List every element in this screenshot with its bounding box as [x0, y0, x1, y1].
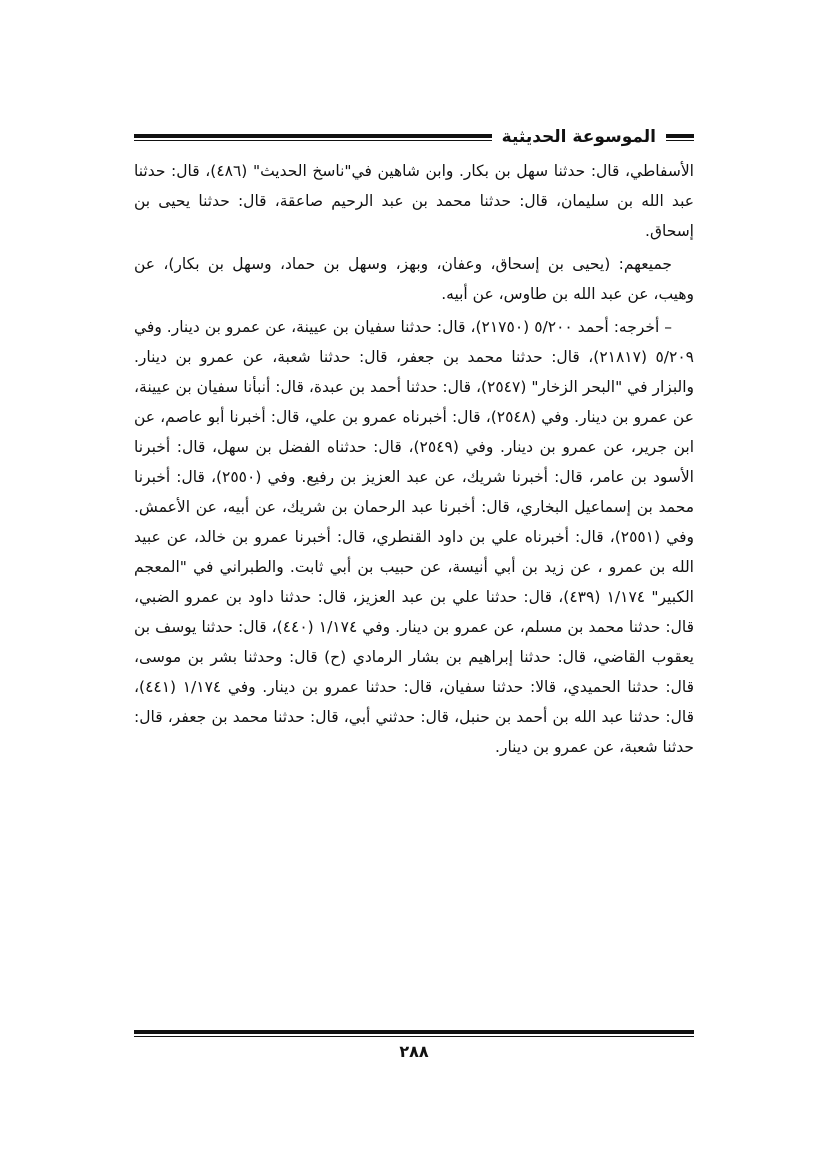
footer-rule	[134, 1030, 694, 1037]
paragraph-2: جميعهم: (يحيى بن إسحاق، وعفان، وبهز، وسهل بن حماد، وسهل بن بكار)، عن وهيب، عن عبد الله بن طاوس، عن أبيه.	[134, 255, 694, 303]
paragraph-3: – أخرجه: أحمد ٥/٢٠٠ (٢١٧٥٠)، قال: حدثنا سفيان بن عيينة، عن عمرو بن دينار. وفي ٥/٢٠٩ (٢١٨١٧)، قال: حدثنا محمد بن جعفر، قال: حدثنا شعبة، عن عمرو بن دينار. والبزار في "البحر الزخار" (٢٥٤٧)، قال: حدثنا أحمد بن عبدة، قال: أنبأنا سفيان بن عيينة، عن عمرو بن دينار. وفي (٢٥٤٨)، قال: أخبرناه عمرو بن علي، قال: أخبرنا أبو عاصم، عن ابن جرير، عن عمرو بن دينار. وفي (٢٥٤٩)، قال: حدثناه الفضل بن سهل، قال: أخبرنا الأسود بن عامر، قال: أخبرنا شريك، عن عبد العزيز بن رفيع. وفي (٢٥٥٠)، قال: أخبرنا محمد بن إسماعيل البخاري، قال: أخبرنا عبد الرحمان بن شريك، عن أبيه، عن الأعمش. وفي (٢٥٥١)، قال: أخبرناه علي بن داود القنطري، قال: أخبرنا عمرو بن خالد، عن عبيد الله بن عمرو ، عن زيد بن أبي أنيسة، عن حبيب بن أبي ثابت. والطبراني في "المعجم الكبير" ١/١٧٤ (٤٣٩)، قال: حدثنا علي بن عبد العزيز، قال: حدثنا داود بن عمرو الضبي، قال: حدثنا محمد بن مسلم، عن عمرو بن دينار. وفي ١/١٧٤ (٤٤٠)، قال: حدثنا يوسف بن يعقوب القاضي، قال: حدثنا إبراهيم بن بشار الرمادي (ح) قال: وحدثنا بشر بن موسى، قال: حدثنا الحميدي، قالا: حدثنا سفيان، قال: حدثنا عمرو بن دينار. وفي ١/١٧٤ (٤٤١)، قال: حدثنا عبد الله بن أحمد بن حنبل، قال: حدثني أبي، قال: حدثنا محمد بن جعفر، قال: حدثنا شعبة، عن عمرو بن دينار.	[134, 318, 695, 756]
page-header	[134, 124, 694, 150]
page-number: ٢٨٨	[399, 1042, 429, 1061]
page-body	[134, 156, 694, 762]
header-title: الموسوعة الحديثية	[501, 127, 656, 147]
header-rule-left	[134, 134, 492, 141]
paragraph-1: الأسفاطي، قال: حدثنا سهل بن بكار. وابن شاهين في"ناسخ الحديث" (٤٨٦)، قال: حدثنا عبد الله بن سليمان، قال: حدثنا محمد بن عبد الرحيم صاعقة، قال: حدثنا يحيى بن إسحاق.	[134, 162, 694, 240]
header-rule-right	[666, 134, 694, 141]
